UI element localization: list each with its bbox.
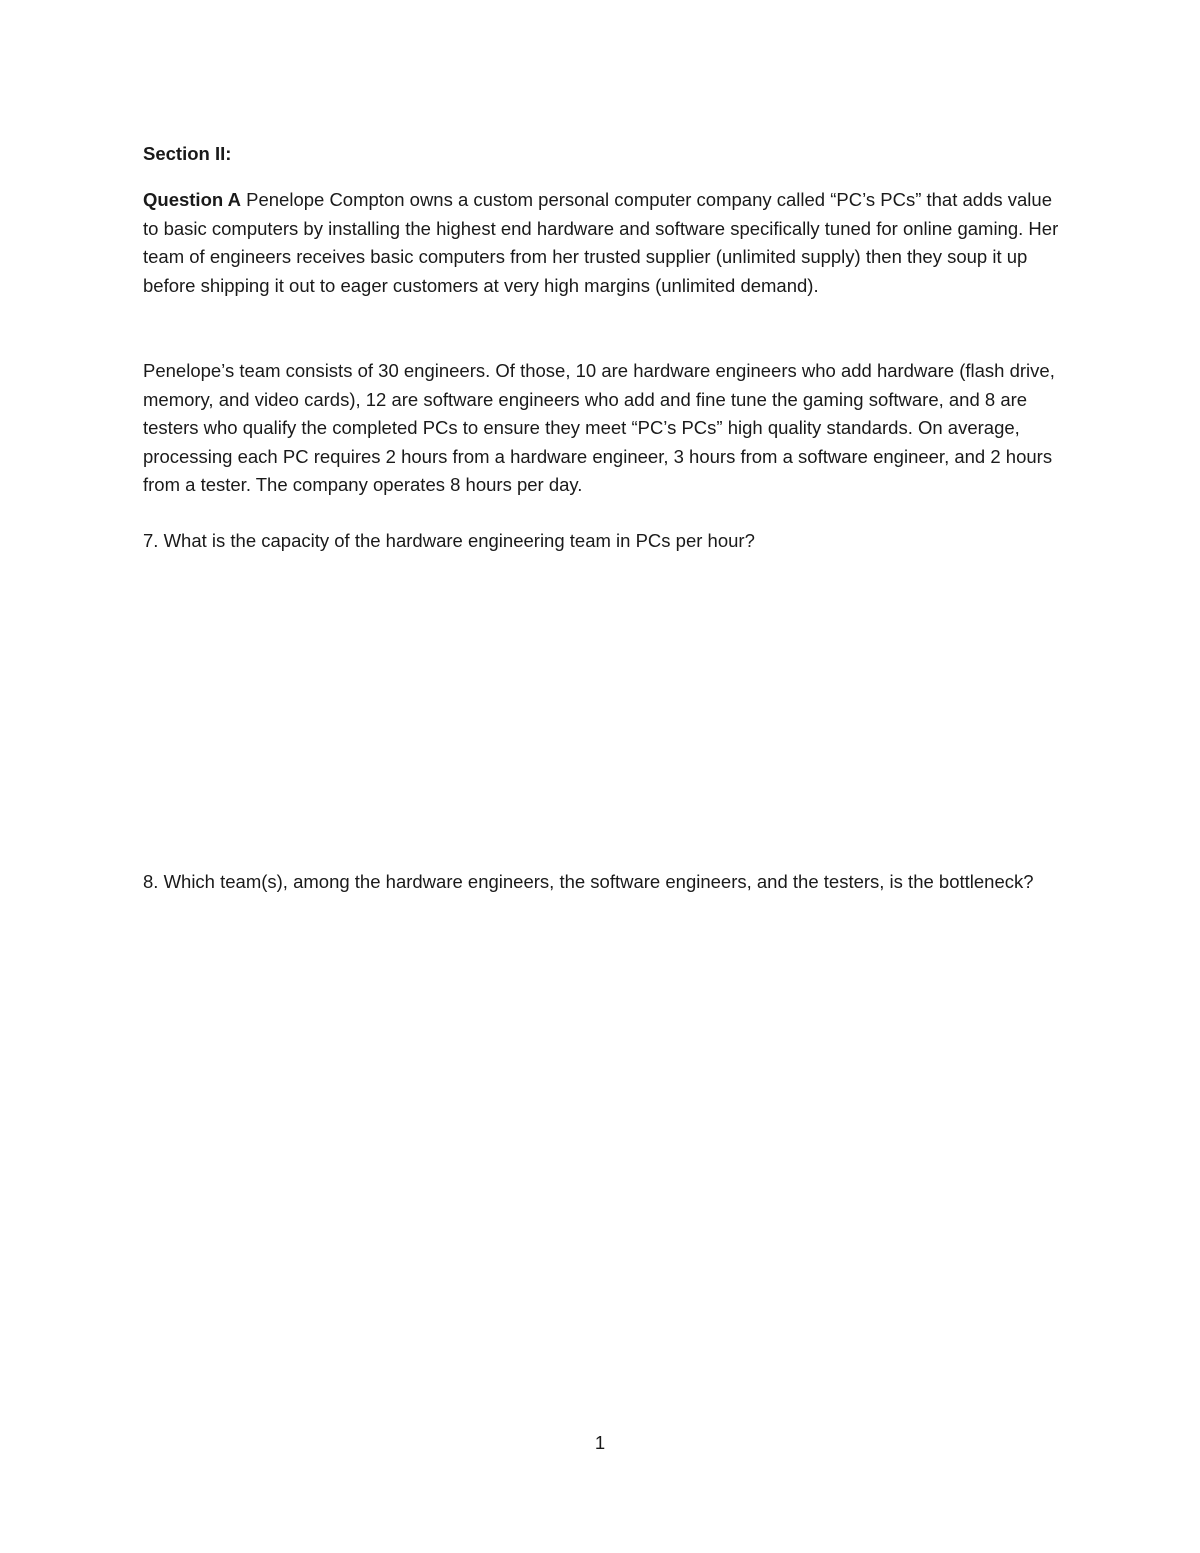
- question-8: 8. Which team(s), among the hardware engineers, the software engineers, and the testers, is the bottleneck?: [143, 871, 1034, 892]
- question-a-text: Penelope Compton owns a custom personal computer company called “PC’s PCs” that adds value to basic computers by installing the highest end hardware and software specifically tuned for online gaming. Her team of engineers receives basic computers from her trusted supplier (unlimited supply) then they soup it up before shipping it out to eager customers at very high margins (unlimited demand).: [143, 189, 1059, 296]
- team-paragraph: Penelope’s team consists of 30 engineers. Of those, 10 are hardware engineers who add hardware (flash drive, memory, and video cards), 12 are software engineers who add and fine tune the gaming software, and 8 are testers who qualify the completed PCs to ensure they meet “PC’s PCs” high quality standards. On average, processing each PC requires 2 hours from a hardware engineer, 3 hours from a software engineer, and 2 hours from a tester. The company operates 8 hours per day.: [143, 360, 1055, 495]
- question-7: 7. What is the capacity of the hardware engineering team in PCs per hour?: [143, 530, 755, 551]
- question-a-paragraph: [143, 186, 1063, 300]
- question-a-label: Question A: [143, 189, 241, 210]
- page-number: 1: [594, 1432, 606, 1453]
- section-heading: Section II:: [143, 143, 232, 164]
